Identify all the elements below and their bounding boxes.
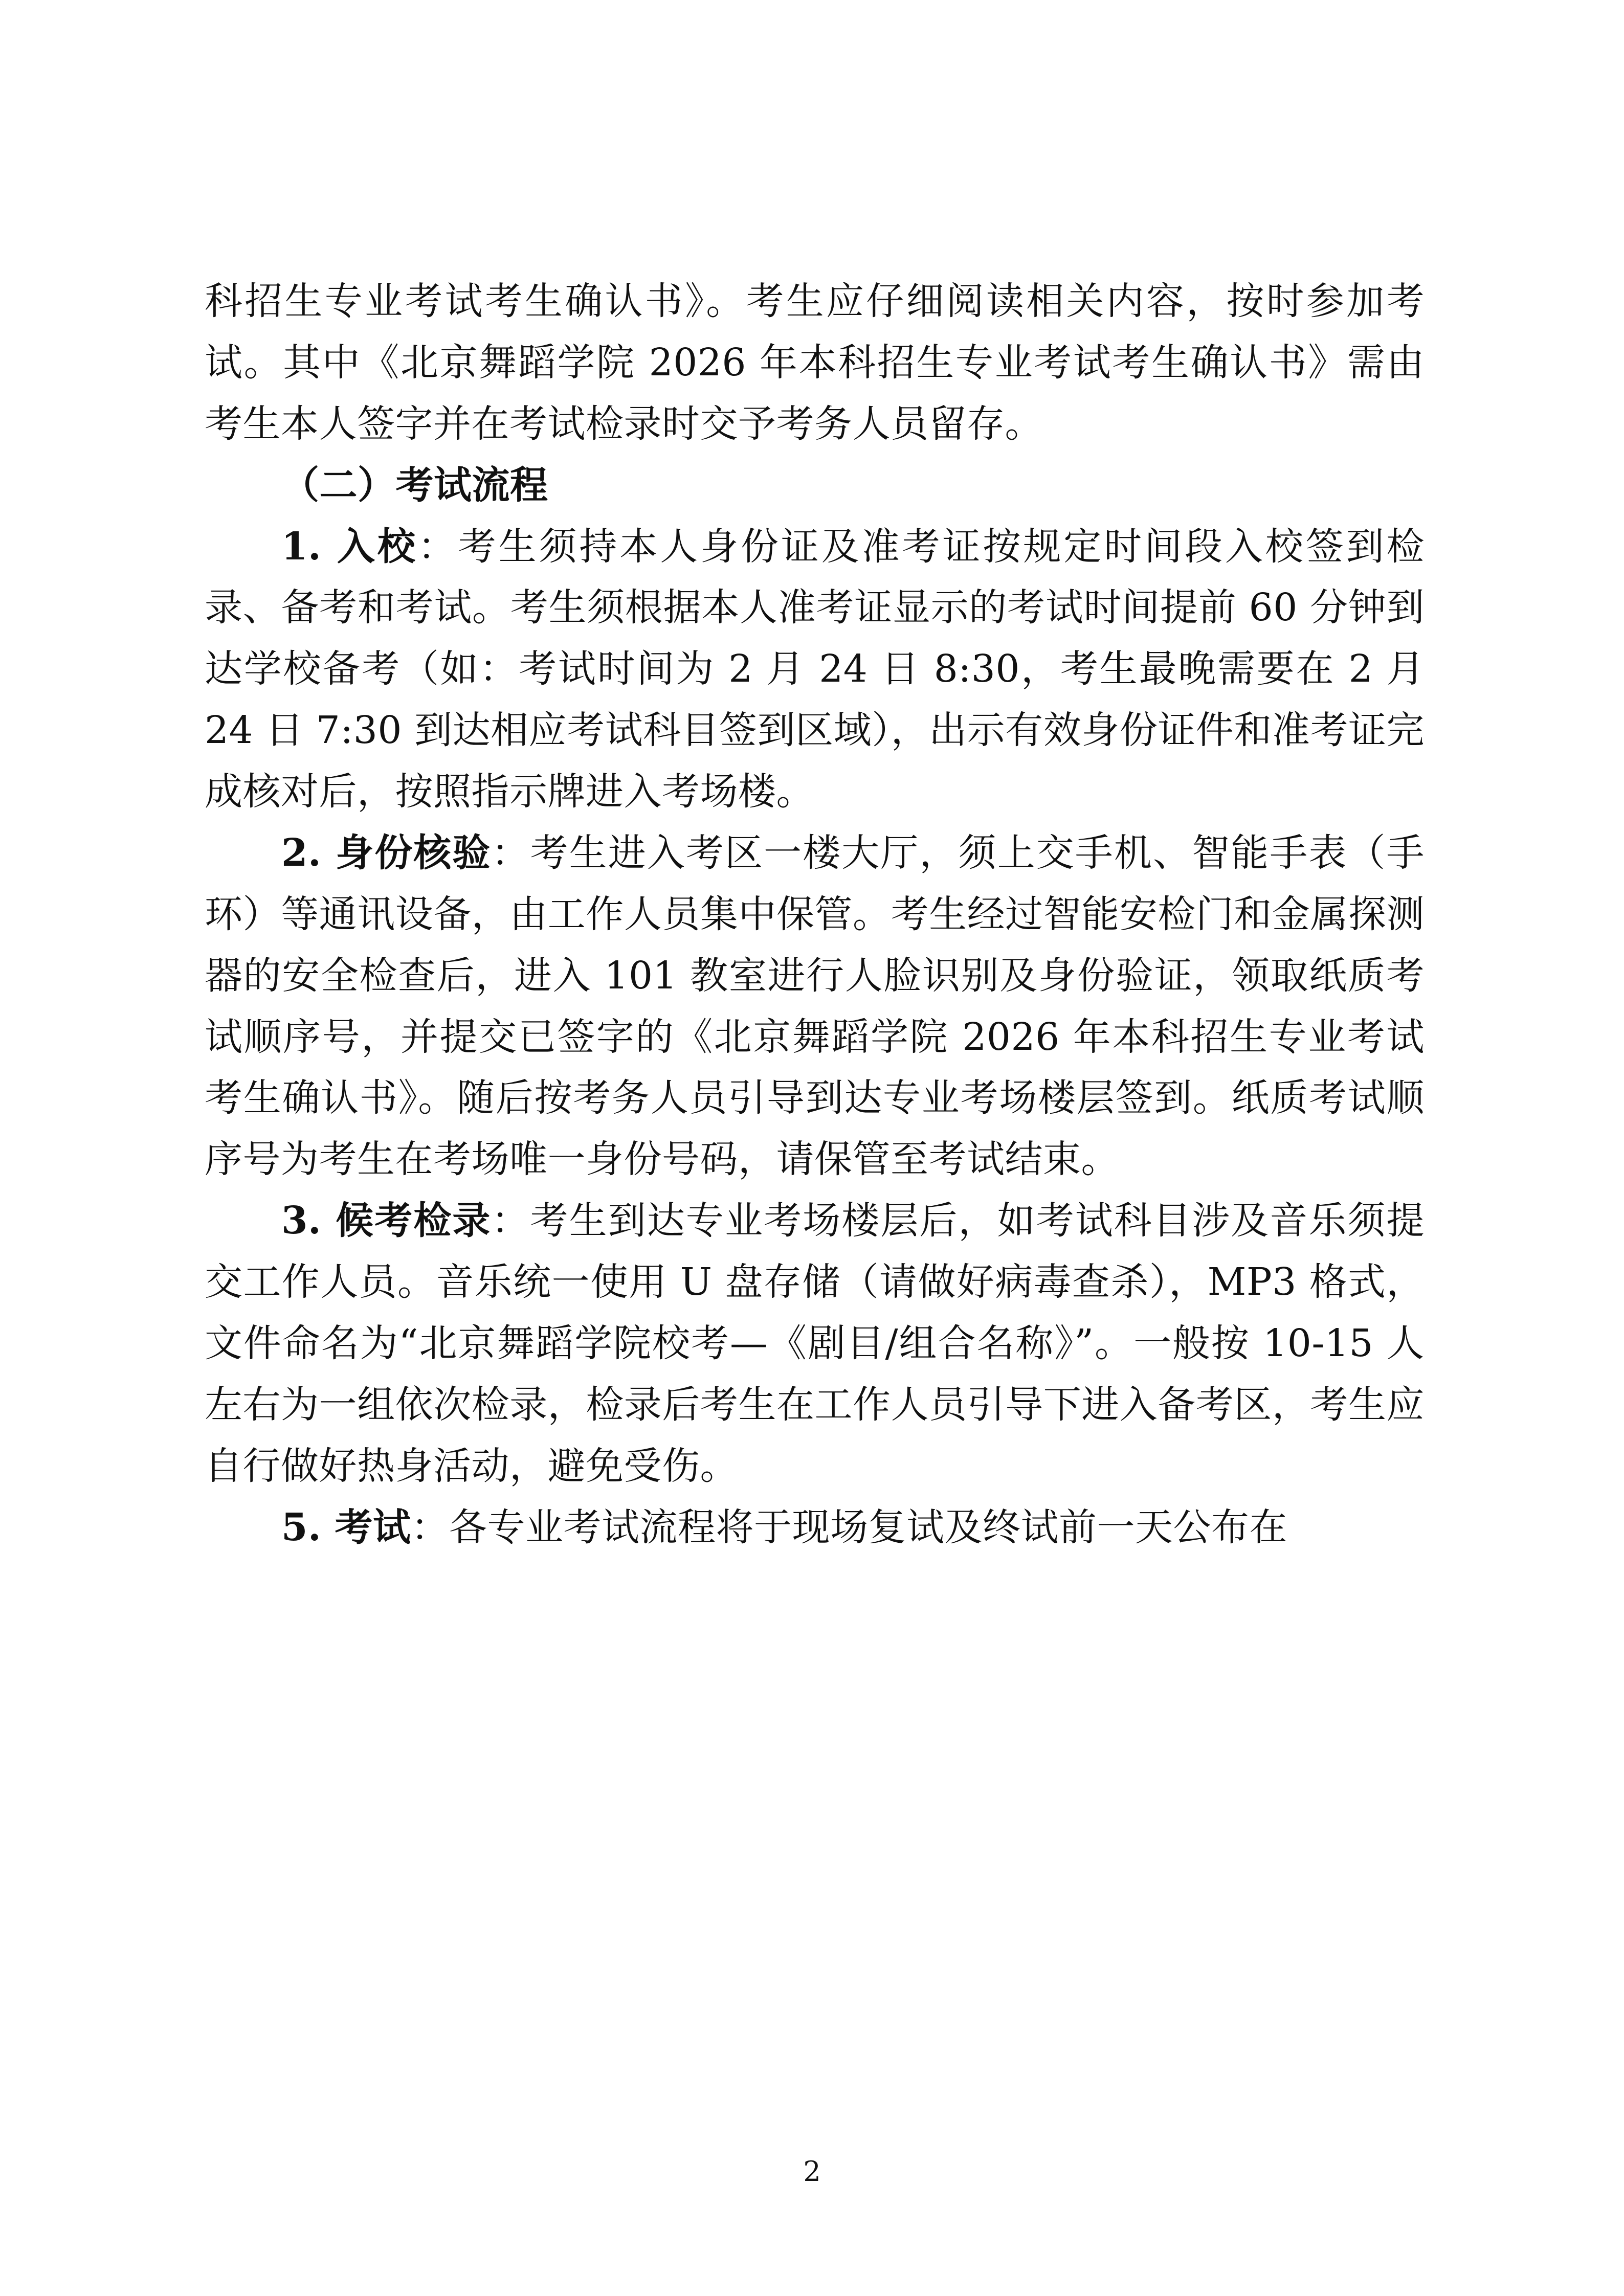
- text-run: 科招生专业考试考生确认书》。考生应仔细阅读相关内容，按时参加考试。其中《北京舞蹈学院 2026 年本科招生专业考试考生确认书》需由考生本人签字并在考试检录时交予考务人员留存。: [205, 279, 1425, 446]
- para-exam: [205, 1497, 1425, 1559]
- paragraph-container: [205, 271, 1425, 1558]
- text-run-bold: （二）考试流程: [281, 463, 548, 507]
- text-run: ：考生须持本人身份证及准考证按规定时间段入校签到检录、备考和考试。考生须根据本人准考证显示的考试时间提前 60 分钟到达学校备考（如：考试时间为 2 月 24 日 8:30，考生最晚需要在 2 月 24 日 7:30 到达相应考试科目签到区域），出示有效身份证件和准考证完成核对后，按照指示牌进入考场楼。: [205, 524, 1425, 814]
- para-identity-verification: [205, 823, 1425, 1190]
- text-run-bold: 5. 考试: [281, 1505, 411, 1549]
- text-run-bold: 2. 身份核验: [281, 830, 492, 875]
- text-run: ：考生进入考区一楼大厅，须上交手机、智能手表（手环）等通讯设备，由工作人员集中保管。考生经过智能安检门和金属探测器的安全检查后，进入 101 教室进行人脸识别及身份验证，领取纸质考试顺序号，并提交已签字的《北京舞蹈学院 2026 年本科招生专业考试考生确认书》。随后按考务人员引导到达专业考场楼层签到。纸质考试顺序号为考生在考场唯一身份号码，请保管至考试结束。: [205, 830, 1425, 1182]
- para-entry: [205, 516, 1425, 823]
- document-body: [205, 271, 1425, 1558]
- para-waiting-check: [205, 1190, 1425, 1497]
- page-number-footer: [0, 2155, 1624, 2188]
- heading-exam-process: [205, 455, 1425, 516]
- text-run-bold: 3. 候考检录: [281, 1199, 492, 1243]
- page-number: 2: [803, 2155, 821, 2188]
- text-run: ：各专业考试流程将于现场复试及终试前一天公布在: [411, 1505, 1288, 1549]
- text-run: ：考生到达专业考场楼层后，如考试科目涉及音乐须提交工作人员。音乐统一使用 U 盘存储（请做好病毒查杀），MP3 格式，文件命名为“北京舞蹈学院校考—《剧目/组合名称》”。一般按 10-15 人左右为一组依次检录，检录后考生在工作人员引导下进入备考区，考生应自行做好热身活动，避免受伤。: [205, 1199, 1425, 1488]
- para-continuation: [205, 271, 1425, 455]
- text-run-bold: 1. 入校: [281, 524, 418, 569]
